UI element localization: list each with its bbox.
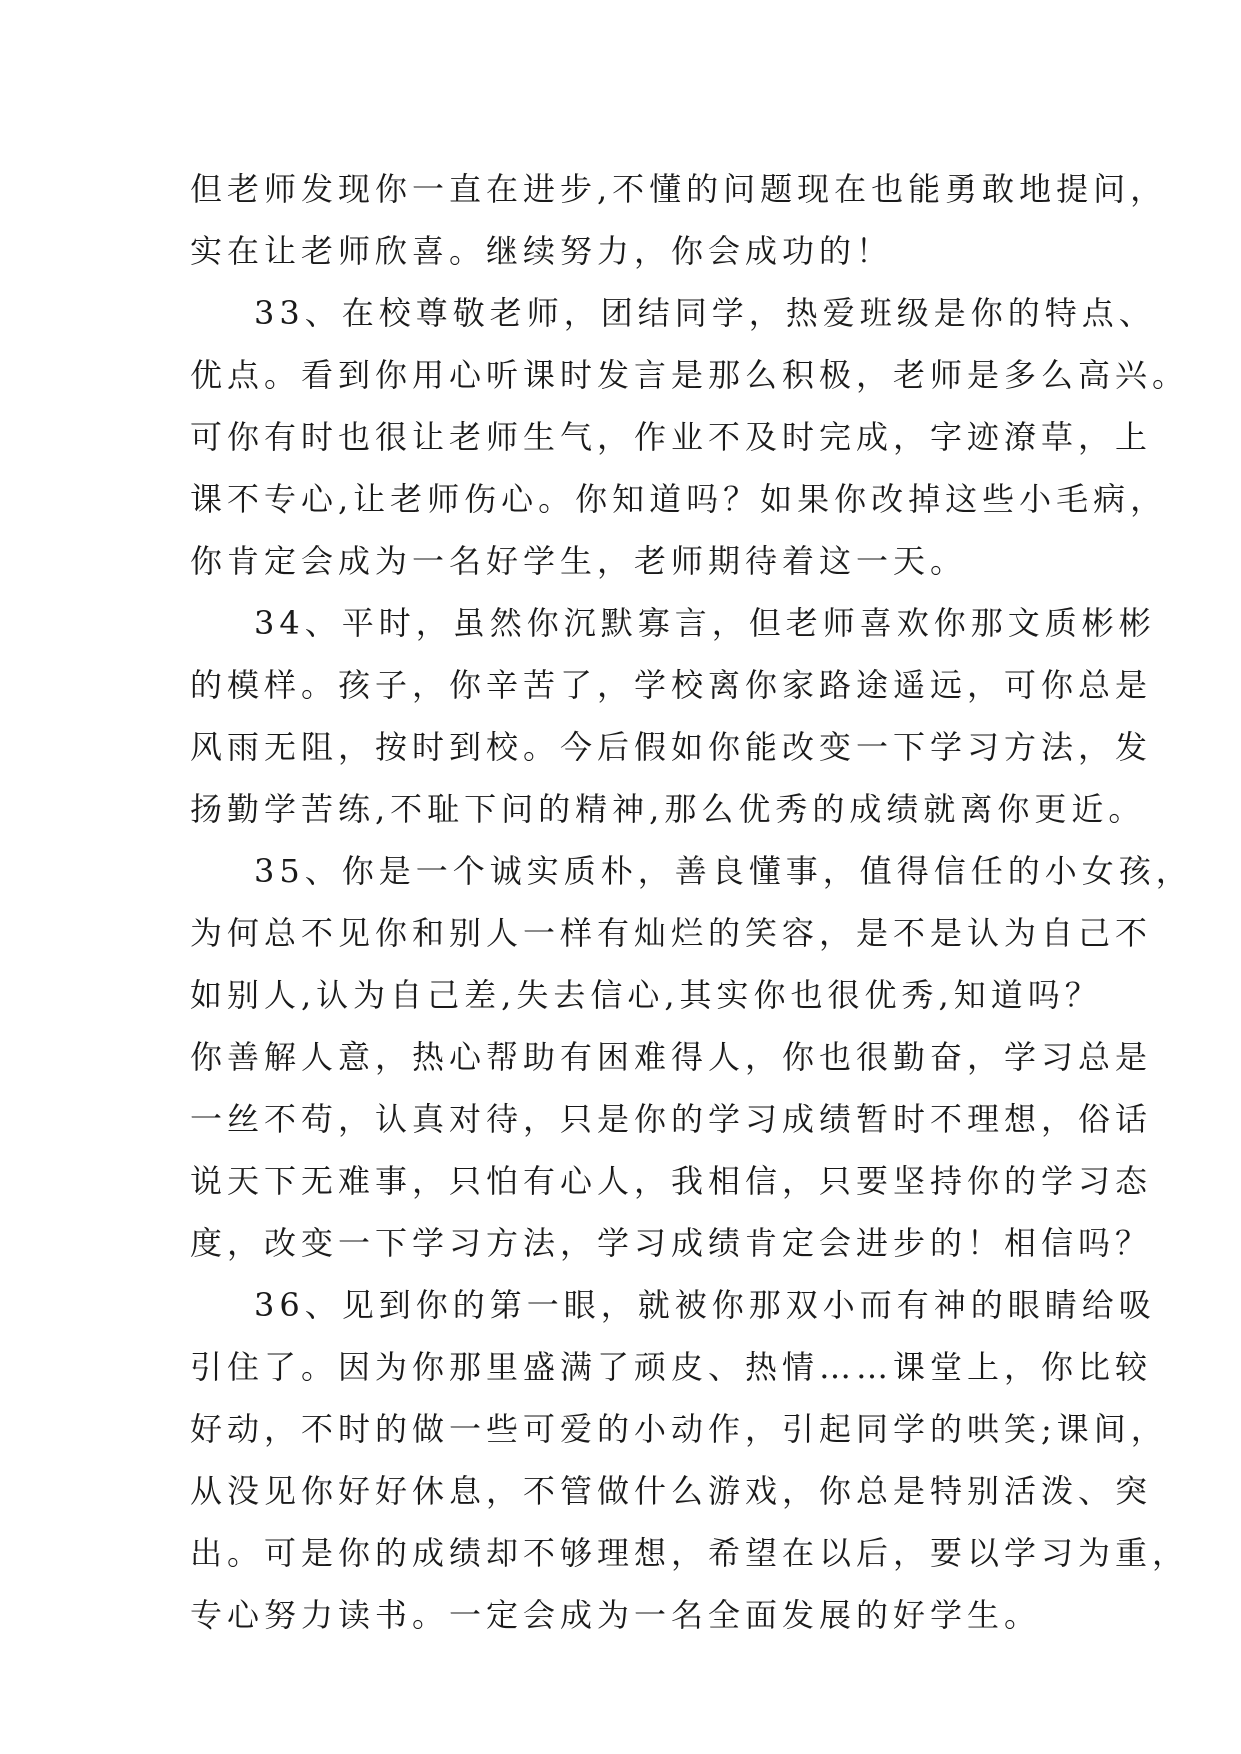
text-line: 你善解人意，热心帮助有困难得人，你也很勤奋，学习总是	[190, 1038, 1153, 1076]
text-line: 但老师发现你一直在进步,不懂的问题现在也能勇敢地提问，	[190, 170, 1168, 208]
text-line: 风雨无阻，按时到校。今后假如你能改变一下学习方法，发	[190, 728, 1153, 766]
text-line: 度，改变一下学习方法，学习成绩肯定会进步的！相信吗？	[190, 1224, 1153, 1262]
text-line: 好动，不时的做一些可爱的小动作，引起同学的哄笑;课间，	[190, 1410, 1168, 1448]
text-line: 如别人,认为自己差,失去信心,其实你也很优秀,知道吗？	[190, 976, 1102, 1014]
text-line: 引住了。因为你那里盛满了顽皮、热情……课堂上，你比较	[190, 1348, 1153, 1386]
text-line: 专心努力读书。一定会成为一名全面发展的好学生。	[190, 1596, 1042, 1634]
text-line: 说天下无难事，只怕有心人，我相信，只要坚持你的学习态	[190, 1162, 1153, 1200]
text-line: 课不专心,让老师伤心。你知道吗？如果你改掉这些小毛病，	[190, 480, 1168, 518]
text-line: 一丝不苟，认真对待，只是你的学习成绩暂时不理想，俗话	[190, 1100, 1153, 1138]
paragraph-start-33: 33、在校尊敬老师，团结同学，热爱班级是你的特点、	[254, 294, 1156, 332]
text-line: 你肯定会成为一名好学生，老师期待着这一天。	[190, 542, 968, 580]
text-line: 扬勤学苦练,不耻下问的精神,那么优秀的成绩就离你更近。	[190, 790, 1146, 828]
text-line: 从没见你好好休息，不管做什么游戏，你总是特别活泼、突	[190, 1472, 1153, 1510]
paragraph-start-34: 34、平时，虽然你沉默寡言，但老师喜欢你那文质彬彬	[254, 604, 1156, 642]
text-line: 的模样。孩子，你辛苦了，学校离你家路途遥远，可你总是	[190, 666, 1153, 704]
text-line: 出。可是你的成绩却不够理想，希望在以后，要以学习为重，	[190, 1534, 1190, 1572]
text-line: 实在让老师欣喜。继续努力，你会成功的！	[190, 232, 894, 270]
text-line: 为何总不见你和别人一样有灿烂的笑容，是不是认为自己不	[190, 914, 1153, 952]
text-line: 优点。看到你用心听课时发言是那么积极，老师是多么高兴。	[190, 356, 1190, 394]
paragraph-start-36: 36、见到你的第一眼，就被你那双小而有神的眼睛给吸	[254, 1286, 1156, 1324]
body-text	[190, 158, 1193, 1646]
paragraph-start-35: 35、你是一个诚实质朴，善良懂事，值得信任的小女孩，	[254, 852, 1193, 890]
text-line: 可你有时也很让老师生气，作业不及时完成，字迹潦草，上	[190, 418, 1153, 456]
